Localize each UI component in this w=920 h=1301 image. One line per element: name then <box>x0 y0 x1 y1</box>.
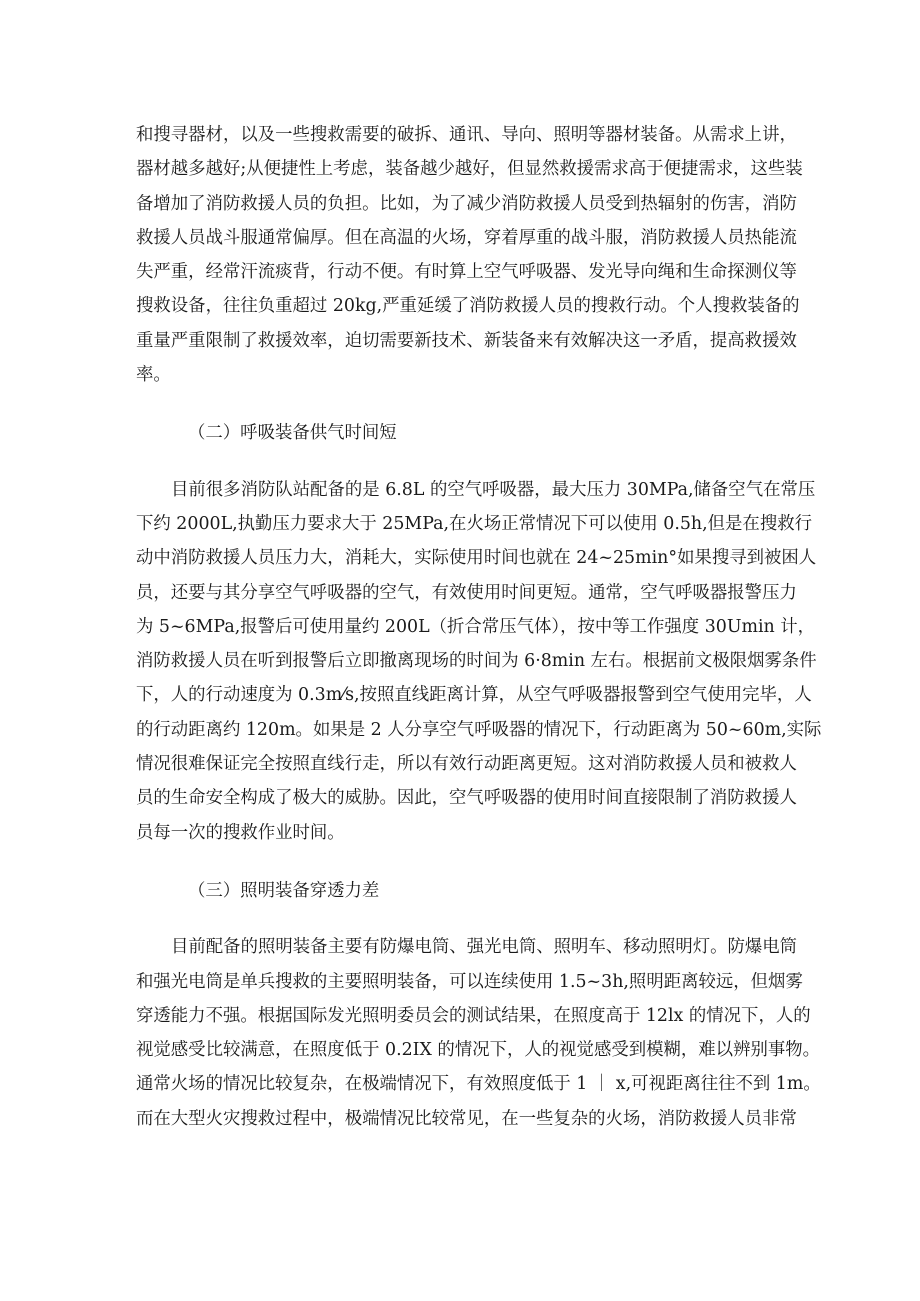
text-line: 员，还要与其分享空气呼吸器的空气，有效使用时间更短。通常，空气呼吸器报警压力 <box>136 582 797 603</box>
text-line: 情况很难保证完全按照直线行走，所以有效行动距离更短。这对消防救援人员和被救人 <box>136 754 797 775</box>
text-line: 而在大型火灾搜救过程中，极端情况比较常见，在一些复杂的火场，消防救援人员非常 <box>136 1108 797 1129</box>
text-line: 目前很多消防队站配备的是 6.8L 的空气呼吸器，最大压力 30MPa,储备空气在常压 <box>171 479 816 500</box>
text-line: 下，人的行动速度为 0.3m⁄s,按照直线距离计算，从空气呼吸器报警到空气使用完毕，人 <box>136 685 812 706</box>
text-line: 员每一次的搜救作业时间。 <box>136 822 345 843</box>
text-line: 下约 2000L,执勤压力要求大于 25MPa,在火场正常情况下可以使用 0.5h,但是在搜救行 <box>136 513 812 534</box>
text-line: 失严重，经常汗流痰背，行动不便。有时算上空气呼吸器、发光导向绳和生命探测仪等 <box>136 262 797 283</box>
text-line: 视觉感受比较满意，在照度低于 0.2IX 的情况下，人的视觉感受到模糊，难以辨别事物。 <box>136 1040 821 1061</box>
text-line: 搜救设备，往往负重超过 20kg,严重延缓了消防救援人员的搜救行动。个人搜救装备的 <box>136 296 800 317</box>
text-line: 和搜寻器材，以及一些搜救需要的破拆、通讯、导向、照明等器材装备。从需求上讲， <box>136 125 797 145</box>
text-line: 目前配备的照明装备主要有防爆电筒、强光电筒、照明车、移动照明灯。防爆电筒 <box>171 937 798 958</box>
text-line: 备增加了消防救援人员的负担。比如，为了减少消防救援人员受到热辐射的伤害，消防 <box>136 193 797 214</box>
text-line: 员的生命安全构成了极大的威胁。因此，空气呼吸器的使用时间直接限制了消防救援人 <box>136 788 797 809</box>
paragraph-breathing-equipment <box>136 473 822 850</box>
text-line: 动中消防救援人员压力大，消耗大，实际使用时间也就在 24~25min°如果搜寻到被困人 <box>136 548 817 569</box>
text-line: 通常火场的情况比较复杂，在极端情况下，有效照度低于 1 ｜ x,可视距离往往不到 1m。 <box>136 1074 821 1095</box>
text-line: 穿透能力不强。根据国际发光照明委员会的测试结果，在照度高于 12lx 的情况下，人的 <box>136 1005 811 1026</box>
section-heading-lighting-equipment: （三）照明装备穿透力差 <box>188 880 380 901</box>
section-heading-breathing-equipment: （二）呼吸装备供气时间短 <box>188 423 397 444</box>
text-line: 器材越多越好;从便捷性上考虑，装备越少越好，但显然救援需求高于便捷需求，这些装 <box>136 159 803 180</box>
text-line: 的行动距离约 120m。如果是 2 人分享空气呼吸器的情况下，行动距离为 50~60m,实际 <box>136 719 822 740</box>
text-line: 消防救援人员在听到报警后立即撤离现场的时间为 6·8min 左右。根据前文极限烟雾条件 <box>136 651 817 672</box>
text-line: 为 5~6MPa,报警后可使用量约 200L（折合常压气体），按中等工作强度 30Umin 计， <box>136 616 816 637</box>
text-line: 和强光电筒是单兵搜救的主要照明装备，可以连续使用 1.5~3h,照明距离较远，但烟雾 <box>136 971 803 992</box>
text-line: 率。 <box>136 365 171 386</box>
document-body <box>136 118 822 1136</box>
paragraph-lighting-equipment <box>136 930 821 1136</box>
text-line: 救援人员战斗服通常偏厚。但在高温的火场，穿着厚重的战斗服，消防救援人员热能流 <box>136 227 797 248</box>
paragraph-equipment-burden <box>136 118 803 392</box>
text-line: 重量严重限制了救援效率，迫切需要新技术、新装备来有效解决这一矛盾，提高救援效 <box>136 330 797 351</box>
